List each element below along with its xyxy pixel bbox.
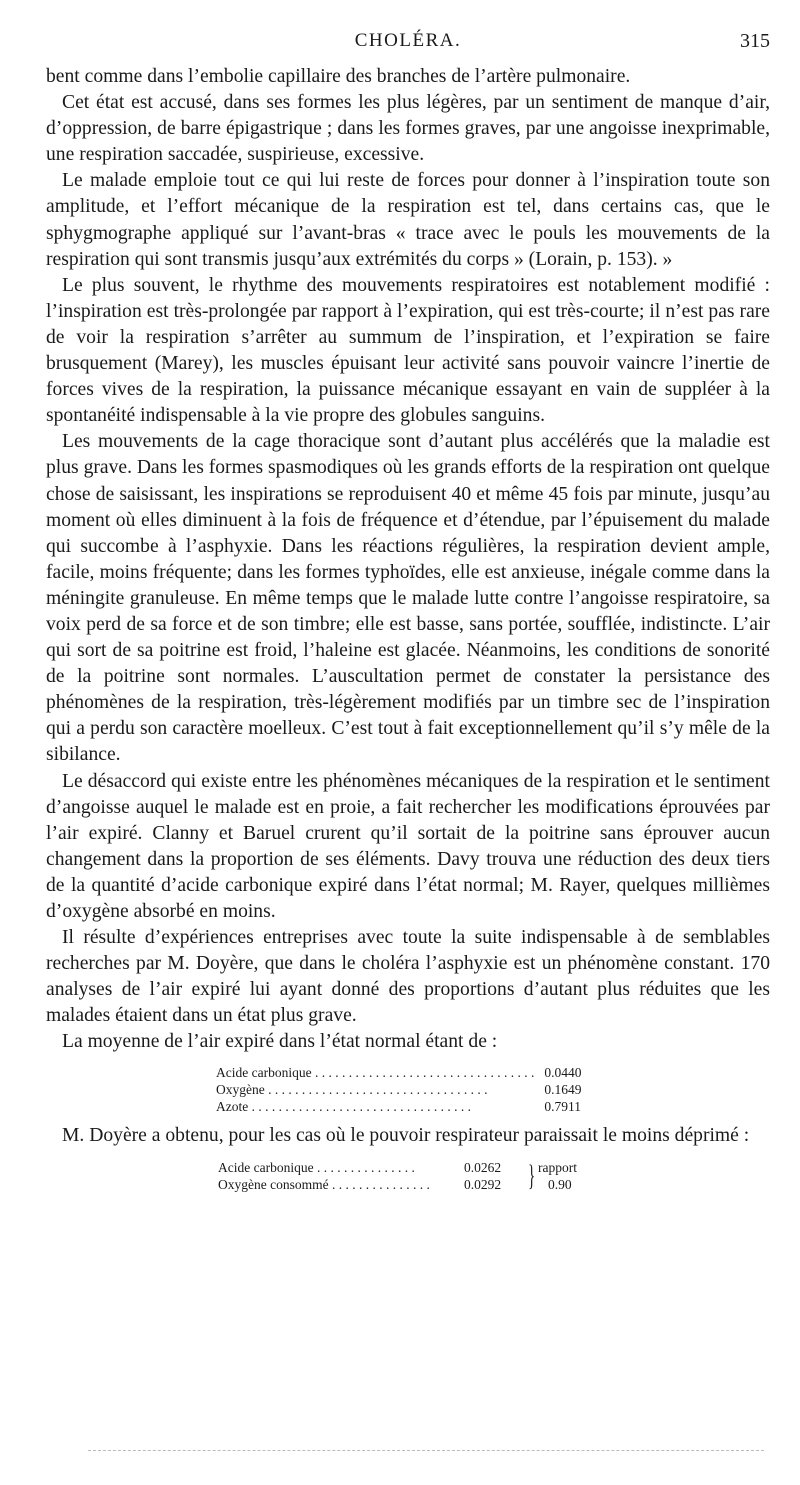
paragraph: La moyenne de l’air expiré dans l’état normal étant de : (62, 1031, 498, 1053)
paragraph: Le malade emploie tout ce qui lui reste de forces pour donner à l’inspiration toute son amplitude, et l’effort mécanique de la respiration est tel, dans certains cas, que le sphygmographe appliqué sur l’avant-bras « trace avec le pouls les mouvements de la respiration qui sont transmis jusqu’aux extrémités du corps » (Lorain, p. 153). » (46, 170, 770, 270)
paragraph: Les mouvements de la cage thoracique sont d’autant plus accélérés que la maladie est plus grave. Dans les formes spasmodiques où les grands efforts de la respiration ont quelque chose de saisissant, les inspirations se reproduisent 40 et même 45 fois par minute, jusqu’au moment où elles diminuent à la fois de fréquence et d’étendue, par l’épuisement du malade qui succombe à l’asphyxie. Dans les réactions régulières, la respiration devient ample, facile, moins fréquente; dans les formes typhoïdes, elle est anxieuse, inégale comme dans la méningite granuleuse. En même temps que le malade lutte contre l’angoisse respiratoire, sa voix perd de sa force et de son timbre; elle est basse, sans portée, soufflée, indistincte. L’air qui sort de sa poitrine est froid, l’haleine est glacée. Néanmoins, les conditions de sonorité de la poitrine sont normales. L’auscultation permet de constater la persistance des phénomènes de la respiration, très-légèrement modifiés par un timbre sec de l’inspiration qui a perdu son caractère moelleux. C’est tout à fait exceptionnellement qu’il s’y mêle de la sibilance. (46, 431, 770, 766)
book-page (46, 30, 770, 1195)
paragraph: Le désaccord qui existe entre les phénomènes mécaniques de la respiration et le sentiment d’angoisse auquel le malade est en proie, a fait rechercher les modifications éprouvées par l’air expiré. Clanny et Baruel crurent qu’il sortait de la poitrine sans éprouver aucun changement dans la proportion de ses éléments. Davy trouva une réduction des deux tiers de la quantité d’acide carbonique expiré dans l’état normal; M. Rayer, quelques millièmes d’oxygène absorbé en moins. (46, 770, 770, 922)
table-row (216, 1064, 581, 1081)
leader-dots (248, 1099, 471, 1114)
paragraph: Le plus souvent, le rhythme des mouvements respiratoires est notablement modifié : l’inspiration est très-prolongée par rapport à l’expiration, qui est très-courte; il n’est pas rare de voir la respiration s’arrêter au summum de l’inspiration, et l’expiration se faire brusquement (Marey), les muscles épuisant leur activité sans pouvoir vaincre l’inertie de forces vives de la respiration, la puissance mécanique essayant en vain de suppléer à la spontanéité indispensable à la vie propre des globules sanguins. (46, 274, 770, 427)
paragraph: M. Doyère a obtenu, pour les cas où le pouvoir respirateur paraissait le moins déprimé : (62, 1124, 750, 1146)
row-label: Acide carbonique (218, 1159, 314, 1175)
running-head (46, 30, 770, 58)
leader-dots (312, 1065, 535, 1080)
depressed-respiration-table (218, 1159, 770, 1195)
row-value: 0.0440 (544, 1064, 582, 1080)
row-value: 0.1649 (544, 1081, 582, 1097)
leader-dots (329, 1177, 430, 1192)
table-row (216, 1098, 581, 1115)
row-label: Oxygène (216, 1081, 265, 1097)
leader-dots (265, 1082, 488, 1097)
bottom-rule (88, 1450, 764, 1451)
leader-dots (314, 1160, 415, 1175)
table-row (218, 1159, 522, 1176)
page-number: 315 (740, 30, 770, 52)
row-label: Acide carbonique (216, 1064, 312, 1080)
normal-air-table (216, 1064, 581, 1115)
paragraph-continuation: bent comme dans l’embolie capillaire des branches de l’artère pulmonaire. (46, 66, 631, 87)
row-value: 0.0292 (464, 1176, 502, 1192)
row-label: Oxygène consommé (218, 1176, 329, 1192)
row-value: 0.0262 (464, 1159, 502, 1175)
table-row (216, 1081, 581, 1098)
paragraph: Cet état est accusé, dans ses formes les plus légères, par un sentiment de manque d’air, d’oppression, de barre épigastrique ; dans les formes graves, par une angoisse inexprimable, une respiration saccadée, suspirieuse, excessive. (46, 92, 770, 166)
body-text (46, 64, 770, 1195)
right-brace: } (528, 1158, 536, 1192)
paragraph: Il résulte d’expériences entreprises avec toute la suite indispensable à de semblables recherches par M. Doyère, que dans le choléra l’asphyxie est un phénomène constant. 170 analyses de l’air expiré lui ayant donné des proportions d’autant plus réduites que les malades étaient dans un état plus grave. (46, 927, 770, 1027)
row-value: 0.7911 (544, 1098, 581, 1114)
row-label: Azote (216, 1098, 249, 1114)
table-row (218, 1176, 522, 1193)
rapport-label: rapport (538, 1159, 577, 1175)
running-head-title: CHOLÉRA. (354, 30, 462, 51)
rapport-value: 0.90 (548, 1176, 572, 1192)
